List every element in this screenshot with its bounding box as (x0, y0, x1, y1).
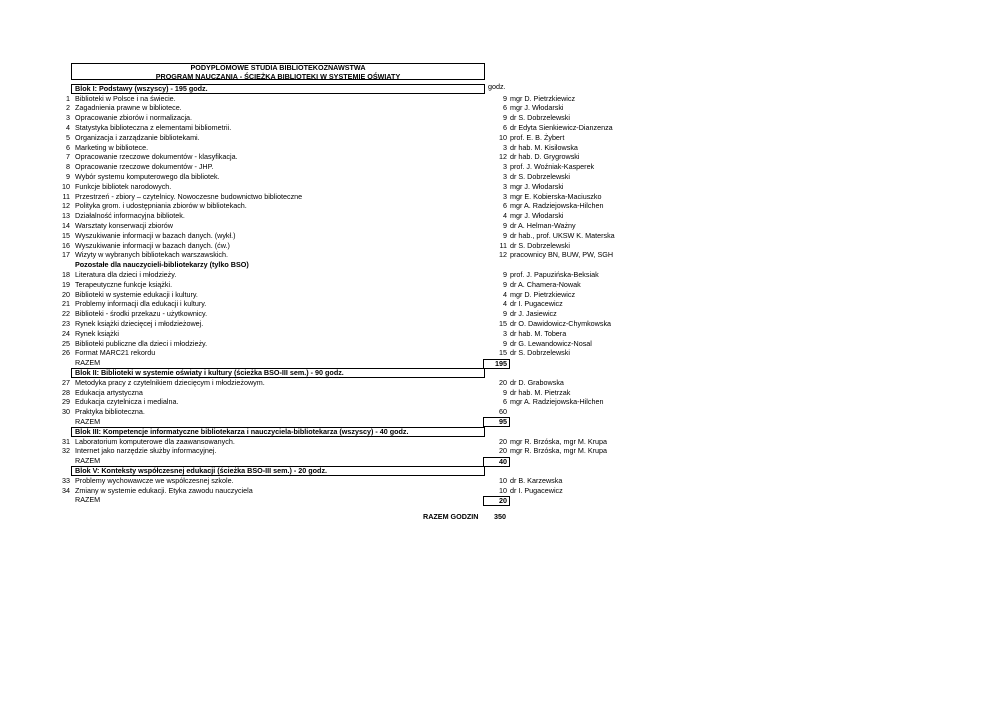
course-number: 18 (62, 269, 70, 279)
razem-row (0, 417, 660, 427)
course-lecturer: dr D. Grabowska (510, 377, 564, 387)
course-row (0, 329, 660, 339)
course-name: Praktyka biblioteczna. (75, 407, 145, 417)
course-hours: 9 (503, 220, 507, 230)
course-number: 13 (62, 211, 70, 221)
course-row (0, 339, 660, 349)
course-name: Statystyka biblioteczna z elementami bibliometrii. (75, 122, 232, 132)
course-name: Format MARC21 rekordu (75, 348, 156, 358)
course-row (0, 309, 660, 319)
course-hours: 9 (503, 387, 507, 397)
course-row (0, 486, 660, 496)
course-lecturer: dr O. Dawidowicz-Chymkowska (510, 318, 612, 328)
course-lecturer: dr hab. M. Kisilowska (510, 142, 578, 152)
course-name: Terapeutyczne funkcje książki. (75, 279, 173, 289)
course-name: Metodyka pracy z czytelnikiem dziecięcym i młodzieżowym. (75, 377, 265, 387)
razem-value: 195 (483, 359, 510, 369)
course-hours: 9 (503, 309, 507, 319)
course-name: Organizacja i zarządzanie bibliotekami. (75, 132, 200, 142)
course-number: 8 (66, 162, 70, 172)
course-row (0, 446, 660, 456)
course-number: 23 (62, 318, 70, 328)
razem-row (0, 358, 660, 368)
course-row (0, 211, 660, 221)
course-hours: 4 (503, 289, 507, 299)
course-hours: 11 (499, 240, 507, 250)
course-row (0, 192, 660, 202)
block-heading: Blok III: Kompetencje informatyczne bibliotekarza i nauczyciela-bibliotekarza (wszyscy) - 40 godz. (71, 427, 485, 437)
document-subtitle: PROGRAM NAUCZANIA - ŚCIEŻKA BIBLIOTEKI W SYSTEMIE OŚWIATY (155, 72, 401, 81)
course-row (0, 152, 660, 162)
course-row (0, 231, 660, 241)
course-lecturer: prof. J. Woźniak-Kasperek (510, 162, 595, 172)
course-number: 25 (62, 338, 70, 348)
course-lecturer: dr I. Pugacewicz (510, 299, 563, 309)
course-name: Wyszukiwanie informacji w bazach danych. (wykł.) (75, 230, 236, 240)
course-row (0, 280, 660, 290)
course-hours: 20 (499, 377, 507, 387)
course-name: Literatura dla dzieci i młodzieży. (75, 269, 177, 279)
course-hours: 10 (499, 132, 507, 142)
hours-unit-header: godz. (488, 82, 506, 91)
course-number: 16 (62, 240, 70, 250)
course-number: 32 (62, 446, 70, 456)
razem-label: RAZEM (75, 456, 101, 466)
course-row (0, 94, 660, 104)
course-number: 6 (66, 142, 70, 152)
course-name: Rynek książki (75, 328, 119, 338)
subheading-row (0, 260, 660, 270)
course-row (0, 378, 660, 388)
course-name: Edukacja czytelnicza i medialna. (75, 397, 179, 407)
block-heading: Blok II: Biblioteki w systemie oświaty i kultury (ścieżka BSO-III sem.) - 90 godz. (71, 368, 485, 378)
course-name: Marketing w bibliotece. (75, 142, 149, 152)
course-lecturer: dr S. Dobrzelewski (510, 240, 570, 250)
course-row (0, 113, 660, 123)
course-number: 31 (62, 436, 70, 446)
course-hours: 4 (503, 299, 507, 309)
razem-row (0, 456, 660, 466)
course-lecturer: dr J. Jasiewicz (510, 309, 557, 319)
course-hours: 20 (499, 436, 507, 446)
course-number: 30 (62, 407, 70, 417)
course-number: 21 (62, 299, 70, 309)
razem-label: RAZEM (75, 358, 101, 368)
course-lecturer: dr hab., prof. UKSW K. Materska (510, 230, 615, 240)
course-number: 7 (66, 152, 70, 162)
course-row (0, 241, 660, 251)
course-row (0, 123, 660, 133)
course-row (0, 299, 660, 309)
course-hours: 15 (499, 318, 507, 328)
course-number: 29 (62, 397, 70, 407)
course-name: Opracowanie rzeczowe dokumentów - klasyfikacja. (75, 152, 238, 162)
course-lecturer: mgr A. Radziejowska-Hilchen (510, 201, 604, 211)
course-hours: 10 (499, 475, 507, 485)
course-row (0, 133, 660, 143)
course-name: Biblioteki w systemie edukacji i kultury. (75, 289, 198, 299)
block-heading: Blok V: Konteksty współczesnej edukacji (ścieżka BSO-III sem.) - 20 godz. (71, 466, 485, 476)
subheading: Pozostałe dla nauczycieli-bibliotekarzy (tylko BSO) (75, 260, 249, 270)
razem-label: RAZEM (75, 416, 101, 426)
course-number: 9 (66, 171, 70, 181)
course-name: Problemy informacji dla edukacji i kultury. (75, 299, 207, 309)
course-lecturer: mgr A. Radziejowska-Hilchen (510, 397, 604, 407)
course-lecturer: prof. J. Papuzińska-Beksiak (510, 269, 599, 279)
course-name: Opracowanie zbiorów i normalizacja. (75, 113, 193, 123)
course-name: Opracowanie rzeczowe dokumentów - JHP. (75, 162, 214, 172)
course-number: 26 (62, 348, 70, 358)
course-number: 27 (62, 377, 70, 387)
course-name: Wyszukiwanie informacji w bazach danych. (ćw.) (75, 240, 230, 250)
course-hours: 9 (503, 279, 507, 289)
course-hours: 3 (503, 142, 507, 152)
course-hours: 9 (503, 338, 507, 348)
course-number: 5 (66, 132, 70, 142)
razem-value: 20 (483, 496, 510, 506)
course-name: Rynek książki dziecięcej i młodzieżowej. (75, 318, 204, 328)
course-name: Edukacja artystyczna (75, 387, 143, 397)
course-lecturer: dr A. Chamera-Nowak (510, 279, 581, 289)
course-row (0, 250, 660, 260)
course-row (0, 270, 660, 280)
block-heading: Blok I: Podstawy (wszyscy) - 195 godz. (71, 84, 485, 94)
course-row (0, 221, 660, 231)
course-lecturer: dr I. Pugacewicz (510, 485, 563, 495)
course-hours: 6 (503, 122, 507, 132)
course-lecturer: mgr R. Brzóska, mgr M. Krupa (510, 436, 608, 446)
course-number: 3 (66, 113, 70, 123)
course-hours: 3 (503, 162, 507, 172)
course-lecturer: dr S. Dobrzelewski (510, 348, 570, 358)
course-number: 34 (62, 485, 70, 495)
course-hours: 6 (503, 103, 507, 113)
course-number: 24 (62, 328, 70, 338)
course-lecturer: dr Edyta Sienkiewicz-Dianzenza (510, 122, 613, 132)
course-name: Biblioteki w Polsce i na świecie. (75, 93, 176, 103)
course-hours: 4 (503, 211, 507, 221)
course-hours: 15 (499, 348, 507, 358)
course-lecturer: dr hab. D. Grygrowski (510, 152, 580, 162)
course-number: 15 (62, 230, 70, 240)
course-name: Internet jako narzędzie służby informacyjnej. (75, 446, 217, 456)
course-name: Zmiany w systemie edukacji. Etyka zawodu nauczyciela (75, 485, 253, 495)
course-name: Zagadnienia prawne w bibliotece. (75, 103, 182, 113)
course-number: 11 (62, 191, 70, 201)
course-lecturer: mgr R. Brzóska, mgr M. Krupa (510, 446, 608, 456)
course-hours: 9 (503, 269, 507, 279)
course-lecturer: dr G. Lewandowicz-Nosal (510, 338, 592, 348)
razem-value: 95 (483, 417, 510, 427)
course-lecturer: pracownicy BN, BUW, PW, SGH (510, 250, 614, 260)
course-hours: 10 (499, 485, 507, 495)
course-row (0, 103, 660, 113)
course-lecturer: mgr D. Pietrzkiewicz (510, 289, 576, 299)
course-name: Biblioteki publiczne dla dzieci i młodzieży. (75, 338, 208, 348)
course-number: 17 (62, 250, 70, 260)
course-number: 14 (62, 220, 70, 230)
course-number: 1 (66, 93, 70, 103)
course-name: Działalność informacyjna bibliotek. (75, 211, 185, 221)
course-hours: 9 (503, 93, 507, 103)
course-row (0, 388, 660, 398)
course-row (0, 437, 660, 447)
course-lecturer: mgr J. Włodarski (510, 211, 564, 221)
course-number: 19 (62, 279, 70, 289)
course-name: Funkcje bibliotek narodowych. (75, 181, 172, 191)
course-name: Warsztaty konserwacji zbiorów (75, 220, 173, 230)
course-row (0, 397, 660, 407)
razem-row (0, 495, 660, 505)
course-row (0, 143, 660, 153)
course-hours: 6 (503, 397, 507, 407)
course-lecturer: dr hab. M. Tobera (510, 328, 567, 338)
course-lecturer: dr B. Karzewska (510, 475, 563, 485)
course-row (0, 182, 660, 192)
course-lecturer: dr S. Dobrzelewski (510, 171, 570, 181)
course-lecturer: mgr E. Kobierska-Maciuszko (510, 191, 602, 201)
course-lecturer: mgr J. Włodarski (510, 181, 564, 191)
total-label: RAZEM GODZIN (423, 512, 479, 521)
course-hours: 6 (503, 201, 507, 211)
course-hours: 3 (503, 191, 507, 201)
total-value: 350 (494, 512, 506, 521)
course-lecturer: dr hab. M. Pietrzak (510, 387, 571, 397)
course-hours: 9 (503, 230, 507, 240)
course-hours: 9 (503, 113, 507, 123)
course-row (0, 319, 660, 329)
course-hours: 60 (499, 407, 507, 417)
course-number: 4 (66, 122, 70, 132)
course-row (0, 290, 660, 300)
course-name: Przestrzeń - zbiory – czytelnicy. Nowoczesne budownictwo biblioteczne (75, 191, 303, 201)
course-lecturer: prof. E. B. Żybert (510, 132, 565, 142)
document-title: PODYPLOMOWE STUDIA BIBLIOTEKOZNAWSTWA (190, 63, 366, 72)
course-row (0, 201, 660, 211)
course-number: 2 (66, 103, 70, 113)
razem-label: RAZEM (75, 495, 101, 505)
course-hours: 3 (503, 171, 507, 181)
course-row (0, 407, 660, 417)
course-number: 12 (62, 201, 70, 211)
course-name: Biblioteki - środki przekazu - użytkownicy. (75, 309, 208, 319)
course-name: Polityka grom. i udostępniania zbiorów w bibliotekach. (75, 201, 247, 211)
course-row (0, 172, 660, 182)
course-row (0, 162, 660, 172)
course-lecturer: dr A. Helman-Ważny (510, 220, 576, 230)
course-hours: 3 (503, 181, 507, 191)
course-hours: 20 (499, 446, 507, 456)
course-name: Wizyty w wybranych bibliotekach warszawskich. (75, 250, 228, 260)
course-hours: 3 (503, 328, 507, 338)
course-lecturer: dr S. Dobrzelewski (510, 113, 570, 123)
course-row (0, 476, 660, 486)
course-number: 20 (62, 289, 70, 299)
course-number: 33 (62, 475, 70, 485)
course-name: Laboratorium komputerowe dla zaawansowanych. (75, 436, 235, 446)
course-lecturer: mgr J. Włodarski (510, 103, 564, 113)
course-name: Problemy wychowawcze we współczesnej szkole. (75, 475, 234, 485)
course-hours: 12 (499, 250, 507, 260)
course-row (0, 348, 660, 358)
course-number: 28 (62, 387, 70, 397)
course-number: 22 (62, 309, 70, 319)
course-hours: 12 (499, 152, 507, 162)
course-name: Wybór systemu komputerowego dla bibliotek. (75, 171, 220, 181)
course-number: 10 (62, 181, 70, 191)
razem-value: 40 (483, 457, 510, 467)
course-lecturer: mgr D. Pietrzkiewicz (510, 93, 576, 103)
